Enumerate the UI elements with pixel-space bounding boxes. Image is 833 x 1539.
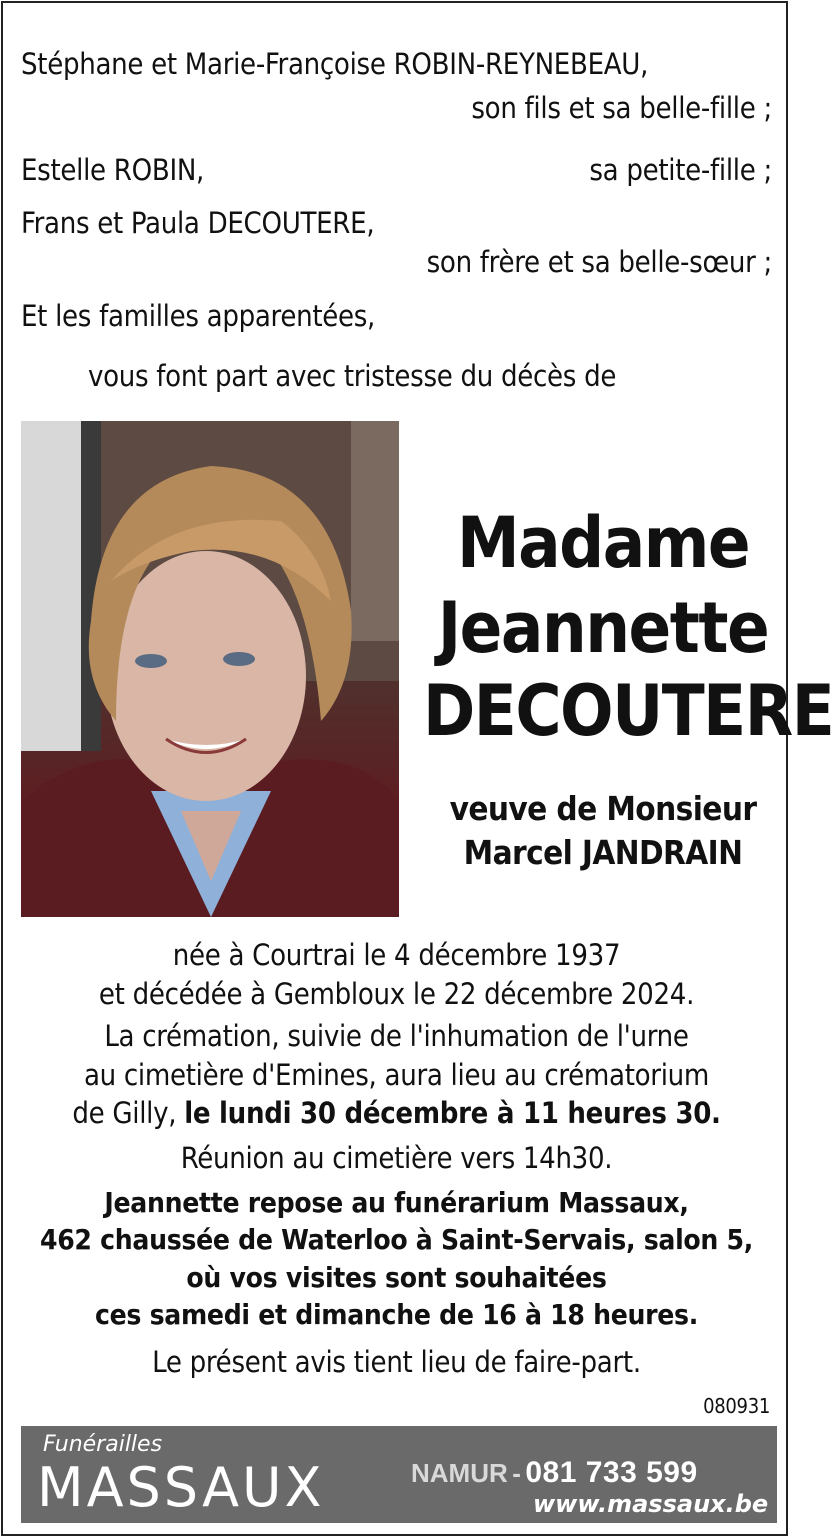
- family-line-2-relation: sa petite-fille ;: [589, 153, 772, 187]
- announcement-line: vous font part avec tristesse du décès de: [88, 359, 617, 393]
- ceremony-line-3: [3, 1096, 790, 1130]
- family-line-1-relation: son fils et sa belle-fille ;: [471, 91, 772, 125]
- closing-line: Le présent avis tient lieu de faire-part.: [152, 1345, 641, 1379]
- visit-line-1: Jeannette repose au funérarium Massaux,: [104, 1186, 689, 1219]
- family-line-3-name: Frans et Paula DECOUTERE,: [21, 206, 375, 240]
- reference-number: 080931: [703, 1394, 770, 1418]
- portrait-illustration: [21, 421, 399, 917]
- ceremony-date: le lundi 30 décembre à 11 heures 30.: [184, 1096, 721, 1130]
- banner-phone: 081 733 599: [525, 1456, 698, 1489]
- visit-line-3: où vos visites sont souhaitées: [186, 1261, 607, 1294]
- ceremony-line-1: La crémation, suivie de l'inhumation de l'urne: [104, 1019, 689, 1053]
- birth-line: née à Courtrai le 4 décembre 1937: [172, 938, 621, 972]
- banner-contact: [411, 1456, 698, 1490]
- widow-line-2: Marcel JANDRAIN: [463, 833, 743, 872]
- family-line-3-relation: son frère et sa belle-sœur ;: [426, 245, 772, 279]
- ceremony-line-2: au cimetière d'Emines, aura lieu au crématorium: [83, 1058, 710, 1092]
- deceased-first-name: Jeannette: [437, 587, 769, 669]
- obituary-notice: [1, 1, 833, 1536]
- banner-website[interactable]: www.massaux.be: [533, 1490, 769, 1518]
- banner-city: NAMUR: [411, 1458, 508, 1488]
- family-line-4: Et les familles apparentées,: [21, 299, 376, 333]
- family-line-1-name: Stéphane et Marie-Françoise ROBIN-REYNEBEAU,: [21, 47, 649, 81]
- deceased-title: Madame: [456, 502, 750, 584]
- banner-small-label: Funérailles: [43, 1432, 163, 1457]
- visit-line-2: 462 chaussée de Waterloo à Saint-Servais, salon 5,: [39, 1223, 754, 1256]
- portrait-photo: [21, 421, 399, 917]
- widow-line-1: veuve de Monsieur: [449, 789, 757, 828]
- deceased-last-name: DECOUTERE: [423, 670, 833, 752]
- visit-line-4: ces samedi et dimanche de 16 à 18 heures.: [94, 1298, 699, 1331]
- brand-logo-text: MASSAUX: [37, 1456, 325, 1519]
- ceremony-line-3-plain: de Gilly,: [72, 1096, 177, 1130]
- family-line-2-name: Estelle ROBIN,: [21, 153, 205, 187]
- death-line: et décédée à Gembloux le 22 décembre 2024.: [98, 977, 695, 1011]
- banner-separator: -: [512, 1458, 521, 1488]
- funeral-home-banner: [21, 1426, 777, 1523]
- reunion-line: Réunion au cimetière vers 14h30.: [180, 1141, 613, 1175]
